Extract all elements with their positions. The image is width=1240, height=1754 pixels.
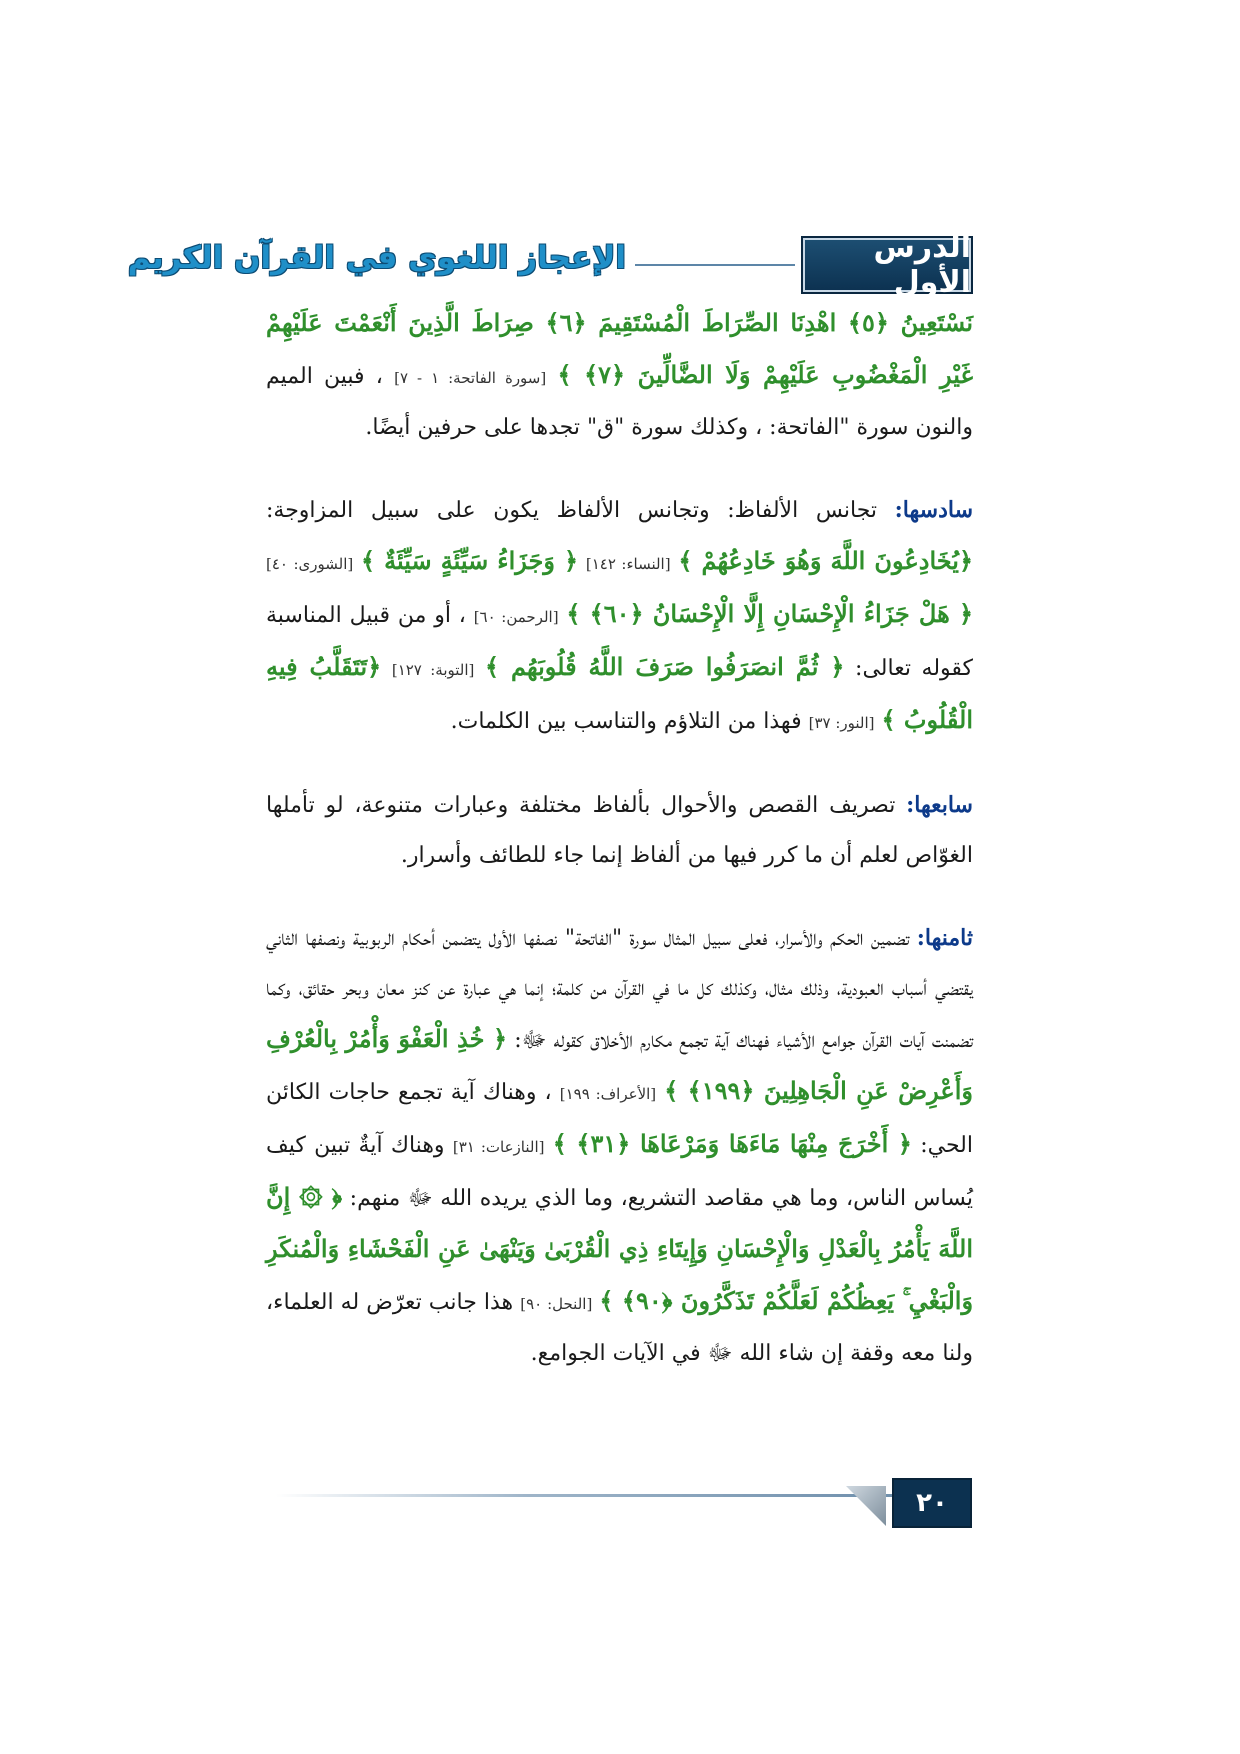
paragraph-text: تجانس الألفاظ: وتجانس الألفاظ يكون على سبيل المزاوجة: [266,498,878,523]
paragraph-seventh [266,780,973,881]
verse-reference: [التوبة: ١٢٧] [391,661,475,679]
paragraph-text: وهناك آيةٌ تبين كيف يُساس الناس، وما هي مقاصد التشريع، وما الذي يريده الله ﷻ منهم: [266,1133,973,1211]
paragraph-gap [266,453,973,485]
page-content [266,298,973,1379]
paragraph-fatiha [266,298,973,453]
verse-reference: [النور: ٣٧] [808,714,875,732]
verse-reference: [سورة الفاتحة: ١ - ٧] [394,369,547,387]
quran-verse: نَسْتَعِينُ ﴿٥﴾ اهْدِنَا الصِّرَاطَ الْمُسْتَقِيمَ ﴿٦﴾ صِرَاطَ الَّذِينَ أَنْعَمْتَ عَلَيْهِمْ غَيْرِ الْمَغْضُوبِ عَلَيْهِمْ وَلَا الضَّالِّينَ ﴿٧﴾ ﴾ [266,308,974,389]
quran-verse: ﴿ وَجَزَاءُ سَيِّئَةٍ سَيِّئَةٌ ﴾ [361,546,579,575]
book-title: الإعجاز اللغوي في القرآن الكريم [127,240,626,276]
footer-tab-ornament [846,1486,886,1526]
quran-verse: ﴿ ثُمَّ انصَرَفُوا صَرَفَ اللَّهُ قُلُوبَهُم ﴾ [485,652,845,681]
quran-verse: ﴿ خُذِ الْعَفْوَ وَأْمُرْ بِالْعُرْفِ وَأَعْرِضْ عَنِ الْجَاهِلِينَ ﴿١٩٩﴾ ﴾ [266,1024,973,1105]
point-label: سادسها: [894,497,974,523]
verse-reference: [الرحمن: ٦٠] [473,608,559,626]
paragraph-text: ، فبين الميم والنون سورة "الفاتحة: ، وكذلك سورة "ق" تجدها على حرفين أيضًا. [266,364,973,440]
footer-divider [276,1494,896,1497]
paragraph-text: ، أو من قبيل المناسبة كقوله تعالى: [266,603,974,681]
quran-verse: ﴿يُخَادِعُونَ اللَّهَ وَهُوَ خَادِعُهُمْ ﴾ [678,546,974,575]
quran-verse: ﴿ أَخْرَجَ مِنْهَا مَاءَهَا وَمَرْعَاهَا ﴿٣١﴾ ﴾ [552,1129,912,1158]
header-divider [635,264,795,266]
point-label: سابعها: [906,792,973,818]
paragraph-text: هذا جانب تعرّض له العلماء، ولنا معه وقفة إن شاء الله ﷻ في الآيات الجوامع. [266,1290,973,1366]
paragraph-text: فهذا من التلاؤم والتناسب بين الكلمات. [450,709,802,734]
verse-reference: [النازعات: ٣١] [452,1138,545,1156]
paragraph-gap [266,881,973,913]
verse-reference: [الشورى: ٤٠] [266,555,354,573]
paragraph-gap [266,748,973,780]
verse-reference: [النحل: ٩٠] [520,1295,593,1313]
paragraph-sixth [266,485,973,748]
paragraph-text: تضمين الحكم والأسرار، فعلى سبيل المثال سورة "الفاتحة" نصفها الأول يتضمن أحكام الربوبية ونصفها الثاني يقتضي أسباب العبودية، وذلك مثال، وكذلك كل ما في القرآن من كلمة؛ إنما هي عبارة عن كنز معان وبحر حقائق، وكما تضمنت آيات القرآن جوامع الأشياء فهناك آية تجمع مكارم الأخلاق كقوله ﷻ: [266,926,973,1053]
verse-reference: [النساء: ١٤٢] [585,555,671,573]
lesson-title: الدرس الأول [873,230,971,300]
verse-reference: [الأعراف: ١٩٩] [559,1085,657,1103]
quran-verse: ﴿ ۞ إِنَّ اللَّهَ يَأْمُرُ بِالْعَدْلِ وَالْإِحْسَانِ وَإِيتَاءِ ذِي الْقُرْبَىٰ وَيَنْهَىٰ عَنِ الْفَحْشَاءِ وَالْمُنكَرِ وَالْبَغْيِ ۚ يَعِظُكُمْ لَعَلَّكُمْ تَذَكَّرُونَ ﴿٩٠﴾ ﴾ [266,1182,974,1315]
page-header [127,230,973,300]
quran-verse: ﴿ هَلْ جَزَاءُ الْإِحْسَانِ إِلَّا الْإِحْسَانُ ﴿٦٠﴾ ﴾ [566,599,974,628]
point-label: ثامنها: [916,925,973,951]
paragraph-eighth [266,913,973,1379]
page-number: ٢٠ [892,1478,972,1528]
paragraph-text: تصريف القصص والأحوال بألفاظ مختلفة وعبارات متنوعة، لو تأملها الغوّاص لعلم أن ما كرر فيها من ألفاظ إنما جاء للطائف وأسرار. [266,793,973,868]
quran-verse: ﴿تَتَقَلَّبُ فِيهِ الْقُلُوبُ ﴾ [266,652,973,734]
paragraph-text: ، وهناك آية تجمع حاجات الكائن الحي: [266,1080,973,1158]
lesson-badge [801,230,973,300]
